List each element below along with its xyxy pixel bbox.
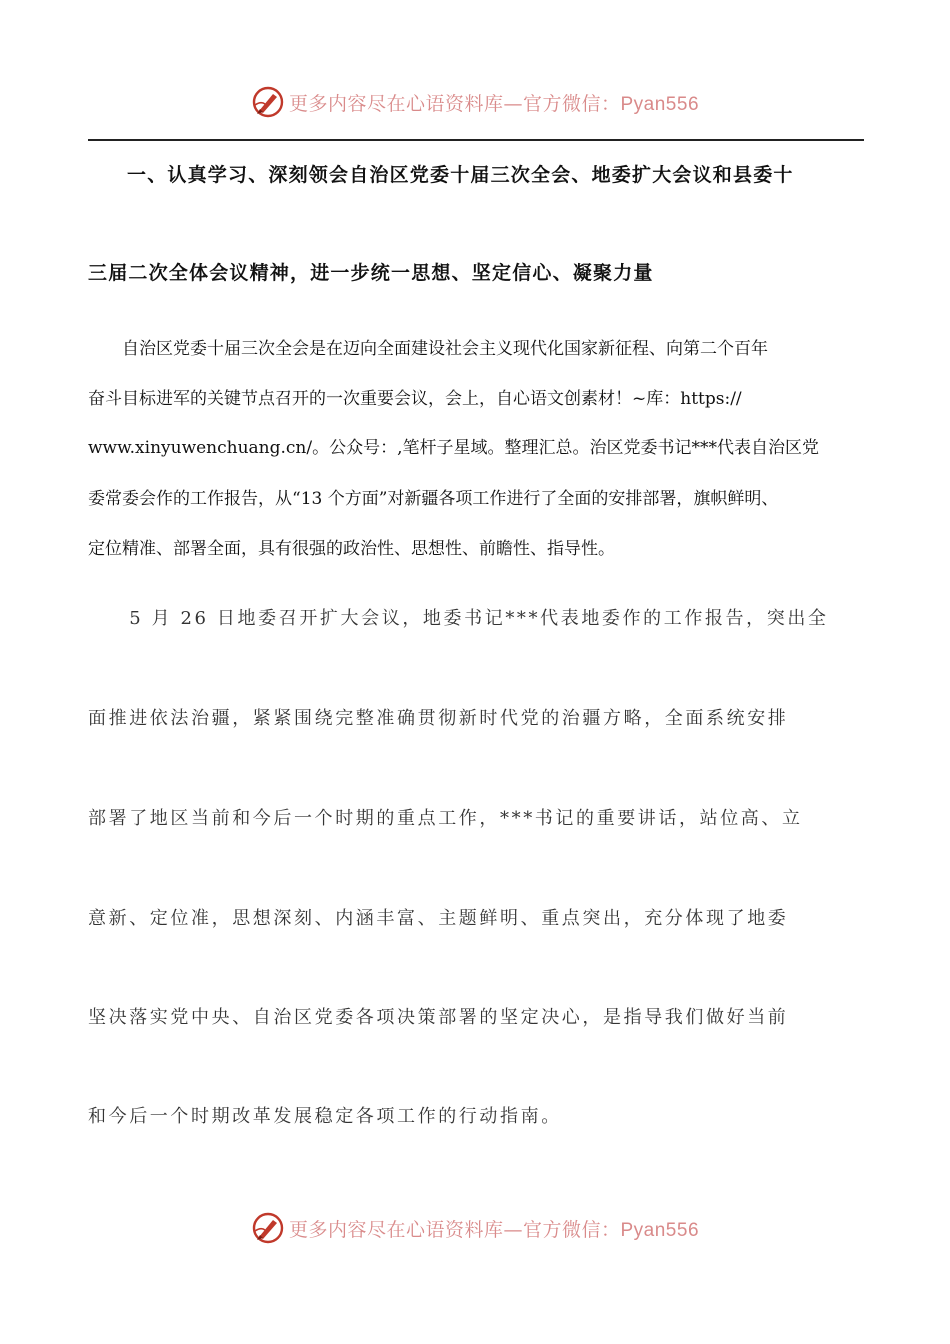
footer-wechat-id: Pyan556 [620,1219,700,1241]
paragraph-2-line: 和今后一个时期改革发展稳定各项工作的行动指南。 [88,1106,562,1127]
paragraph-2-line: 坚决落实党中央、自治区党委各项决策部署的坚定决心，是指导我们做好当前 [88,1007,789,1028]
footer-banner-text [289,1215,699,1242]
paragraph-2-line: 面推进依法治疆，紧紧围绕完整准确贯彻新时代党的治疆方略，全面系统安排 [88,708,789,729]
paragraph-1-line: 奋斗目标进军的关键节点召开的一次重要会议，会上，自心语文创素材！~库：https:// [88,389,742,409]
paragraph-1-line: www.xinyuwenchuang.cn/。公众号：,笔杆子星域。整理汇总。治区党委书记***代表自治区党 [88,438,820,458]
pen-logo-icon [251,1211,285,1245]
section-heading-line-2: 三届二次全体会议精神，进一步统一思想、坚定信心、凝聚力量 [88,262,654,284]
paragraph-1-line: 定位精准、部署全面，具有很强的政治性、思想性、前瞻性、指导性。 [88,539,615,559]
pen-logo-icon [251,85,285,119]
paragraph-2-line: 部署了地区当前和今后一个时期的重点工作，***书记的重要讲话，站位高、立 [88,808,803,829]
header-banner [0,82,950,122]
paragraph-2-line: 意新、定位准，思想深刻、内涵丰富、主题鲜明、重点突出，充分体现了地委 [88,908,789,929]
header-divider [88,139,864,141]
footer-banner [0,1208,950,1248]
header-banner-main: 更多内容尽在心语资料库—官方微信： [288,92,621,115]
paragraph-2-line: 5 月 26 日地委召开扩大会议，地委书记***代表地委作的工作报告，突出全 [88,608,829,629]
header-banner-text [289,89,699,116]
paragraph-1-line: 委常委会作的工作报告，从“13 个方面”对新疆各项工作进行了全面的安排部署，旗帜鲜明、 [88,489,779,509]
paragraph-1-line: 自治区党委十届三次全会是在迈向全面建设社会主义现代化国家新征程、向第二个百年 [88,339,768,359]
header-wechat-id: Pyan556 [620,93,700,115]
footer-banner-main: 更多内容尽在心语资料库—官方微信： [288,1218,621,1241]
section-heading-line-1: 一、认真学习、深刻领会自治区党委十届三次全会、地委扩大会议和县委十 [127,164,794,186]
